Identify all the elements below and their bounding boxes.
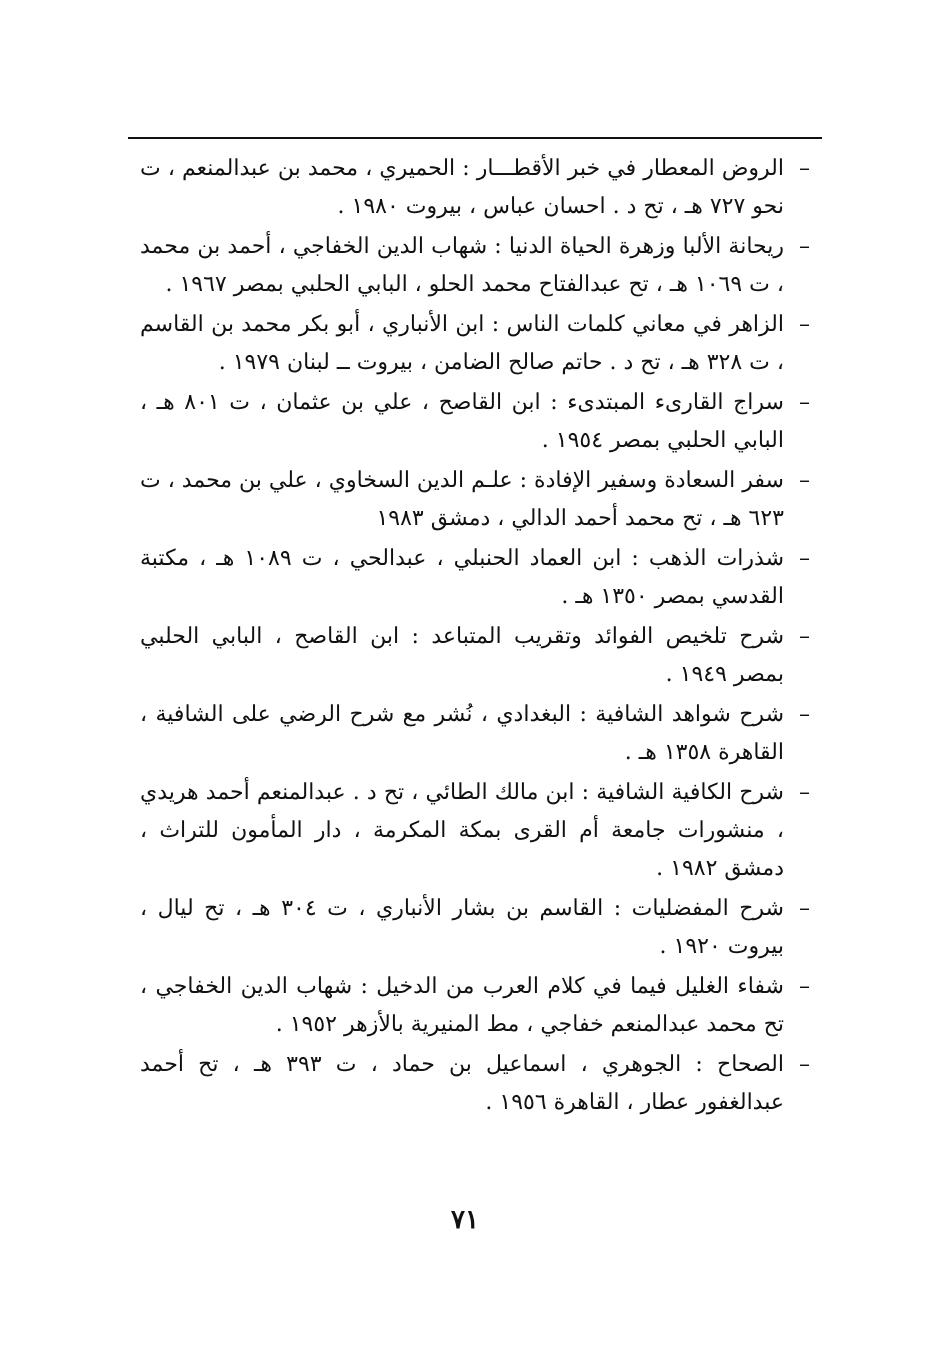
entry-text: شرح شواهد الشافية : البغدادي ، نُشر مع شرح الرضي على الشافية ، القاهرة ١٣٥٨ هـ .: [140, 702, 784, 765]
bibliography-entry: [140, 890, 810, 966]
bibliography-entry: [140, 228, 810, 304]
bibliography-entry: [140, 462, 810, 538]
entry-text: ريحانة الألبا وزهرة الحياة الدنيا : شهاب الدين الخفاجي ، أحمد بن محمد ، ت ١٠٦٩ هـ ، تح عبدالفتاح محمد الحلو ، البابي الحلبي بمصر ١٩٦٧ .: [140, 234, 784, 297]
entry-text: شفاء الغليل فيما في كلام العرب من الدخيل : شهاب الدين الخفاجي ، تح محمد عبدالمنعم خفاجي ، مط المنيرية بالأزهر ١٩٥٢ .: [140, 974, 784, 1037]
entry-text: شرح الكافية الشافية : ابن مالك الطائي ، تح د . عبدالمنعم أحمد هريدي ، منشورات جامعة أم القرى بمكة المكرمة ، دار المأمون للتراث ، دمشق ١٩٨٢ .: [140, 780, 784, 881]
entry-dash: –: [799, 1052, 810, 1077]
entry-dash: –: [799, 896, 810, 921]
entry-text: الصحاح : الجوهري ، اسماعيل بن حماد ، ت ٣٩٣ هـ ، تح أحمد عبدالغفور عطار ، القاهرة ١٩٥٦ .: [140, 1052, 784, 1115]
entry-text: سفر السعادة وسفير الإفادة : علـم الدين السخاوي ، علي بن محمد ، ت ٦٢٣ هـ ، تح محمد أحمد الدالي ، دمشق ١٩٨٣: [140, 468, 784, 531]
entry-text: شرح المفضليات : القاسم بن بشار الأنباري ، ت ٣٠٤ هـ ، تح ليال ، بيروت ١٩٢٠ .: [140, 896, 784, 959]
bibliography-entry: [140, 540, 810, 616]
entry-text: شذرات الذهب : ابن العماد الحنبلي ، عبدالحي ، ت ١٠٨٩ هـ ، مكتبة القدسي بمصر ١٣٥٠ هـ .: [140, 546, 785, 609]
page-number: ٧١: [451, 1205, 479, 1235]
bibliography-entry: [140, 1046, 810, 1122]
top-rule: [128, 137, 822, 139]
entry-dash: –: [799, 546, 810, 571]
entry-dash: –: [799, 312, 810, 337]
bibliography-entry: [140, 696, 810, 772]
entry-dash: –: [799, 974, 810, 999]
entry-dash: –: [799, 780, 810, 805]
entry-text: الزاهر في معاني كلمات الناس : ابن الأنباري ، أبو بكر محمد بن القاسم ، ت ٣٢٨ هـ ، تح د . حاتم صالح الضامن ، بيروت ــ لبنان ١٩٧٩ .: [140, 312, 784, 375]
entry-dash: –: [799, 390, 810, 415]
entry-text: سراج القارىء المبتدىء : ابن القاصح ، علي بن عثمان ، ت ٨٠١ هـ ، البابي الحلبي بمصر ١٩٥٤ .: [140, 390, 784, 453]
entry-dash: –: [799, 468, 810, 493]
entry-dash: –: [799, 234, 810, 259]
bibliography-entry: [140, 384, 810, 460]
entry-dash: –: [799, 702, 810, 727]
bibliography-entry: [140, 618, 810, 694]
entry-text: شرح تلخيص الفوائد وتقريب المتباعد : ابن القاصح ، البابي الحلبي بمصر ١٩٤٩ .: [140, 624, 784, 687]
bibliography-entry: [140, 774, 810, 888]
entry-dash: –: [799, 624, 810, 649]
bibliography-entry: [140, 306, 810, 382]
entry-dash: –: [799, 156, 810, 181]
bibliography-entry: [140, 150, 810, 226]
entry-text: الروض المعطار في خبر الأقطـــار : الحميري ، محمد بن عبدالمنعم ، ت نحو ٧٢٧ هـ ، تح د . احسان عباس ، بيروت ١٩٨٠ .: [140, 156, 784, 219]
bibliography-entry: [140, 968, 810, 1044]
bibliography-list: [140, 150, 810, 1124]
